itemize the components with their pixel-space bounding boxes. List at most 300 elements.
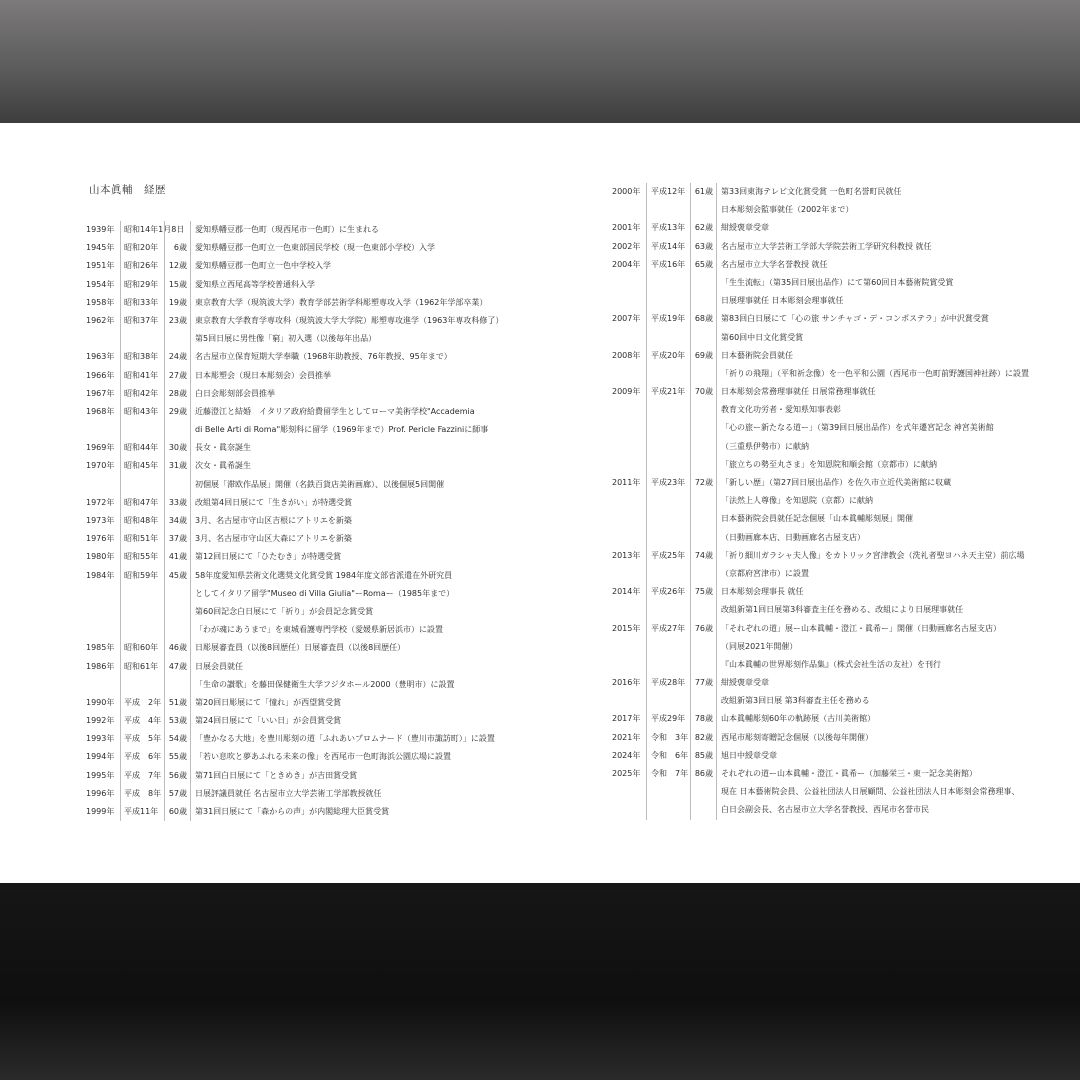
timeline-row (612, 219, 1062, 237)
timeline-row (612, 419, 1062, 437)
timeline-event: 初個展「滞欧作品展」開催（名鉄百貨店美術画廊）、以後個展5回開催 (190, 476, 587, 494)
timeline-year (86, 330, 118, 348)
timeline-age: 23歳 (164, 312, 190, 330)
timeline-row (612, 438, 1062, 456)
timeline-event: 紺綬褒章受章 (716, 219, 1061, 237)
timeline-year: 2001年 (612, 223, 641, 233)
timeline-event: 近藤澄江と結婚 イタリア政府給費留学生としてローマ美術学校"Accademia (190, 403, 587, 421)
timeline-event: 白日会副会長、名古屋市立大学名誉教授、西尾市名誉市民 (716, 801, 1061, 819)
timeline-event: としてイタリア留学"Museo di Villa Giulia"ーRomaー（1985年まで） (190, 585, 587, 603)
timeline-row (612, 329, 1062, 347)
timeline-era (120, 621, 164, 639)
timeline-era: 令和 6年 (646, 747, 691, 765)
timeline-year: 1993年 (86, 734, 115, 744)
timeline-era (120, 676, 164, 694)
timeline-row (612, 401, 1062, 419)
timeline-year: 2004年 (612, 259, 641, 269)
timeline-era (646, 656, 691, 674)
timeline-year (612, 801, 644, 819)
timeline-era (120, 476, 164, 494)
timeline-year: 1984年 (86, 570, 115, 580)
timeline-age: 85歳 (690, 747, 716, 765)
timeline-row (86, 494, 586, 512)
timeline-row (86, 276, 586, 294)
timeline-era (120, 585, 164, 603)
timeline-row (612, 547, 1062, 565)
timeline-era: 昭和33年 (120, 294, 164, 312)
timeline-age: 75歳 (690, 583, 716, 601)
timeline-age: 19歳 (164, 294, 190, 312)
timeline-year: 1968年 (86, 406, 115, 416)
timeline-year: 2015年 (612, 623, 641, 633)
timeline-row (612, 310, 1062, 328)
timeline-row (86, 421, 586, 439)
timeline-row (86, 476, 586, 494)
timeline-row (612, 274, 1062, 292)
timeline-event: 日本彫塑会（現日本彫刻会）会員推挙 (190, 367, 587, 385)
timeline-event: 第83回白日展にて「心の旅 サンチャゴ・デ・コンポステラ」が中沢賞受賞 (716, 310, 1061, 328)
timeline-event: 改組第4回日展にて「生きがい」が特選受賞 (190, 494, 587, 512)
timeline-age (690, 419, 716, 437)
timeline-event: 旭日中綬章受章 (716, 747, 1061, 765)
timeline-year (86, 476, 118, 494)
timeline-age (690, 292, 716, 310)
timeline-year: 1966年 (86, 370, 115, 380)
timeline-era (646, 601, 691, 619)
timeline-age: 60歳 (164, 803, 190, 821)
timeline-age (690, 365, 716, 383)
timeline-age (690, 510, 716, 528)
timeline-event: 第33回東海テレビ文化賞受賞 一色町名誉町民就任 (716, 183, 1061, 201)
timeline-age: 69歳 (690, 347, 716, 365)
timeline-age (690, 692, 716, 710)
timeline-row (86, 221, 586, 239)
timeline-event: 第60回記念白日展にて「祈り」が会員記念賞受賞 (190, 603, 587, 621)
timeline-row (86, 403, 586, 421)
timeline-era (120, 603, 164, 621)
timeline-year (612, 438, 644, 456)
timeline-row (612, 292, 1062, 310)
timeline-row (86, 676, 586, 694)
timeline-age (164, 476, 190, 494)
timeline-era: 昭和41年 (120, 367, 164, 385)
timeline-year: 2024年 (612, 750, 641, 760)
timeline-age (690, 801, 716, 819)
timeline-row (612, 565, 1062, 583)
timeline-year (612, 510, 644, 528)
timeline-event: 「旅立ちの勢至丸さま」を知恩院和順会館（京都市）に献納 (716, 456, 1061, 474)
document-title: 山本眞輔 経歴 (89, 184, 166, 196)
timeline-row (86, 530, 586, 548)
timeline-era (646, 201, 691, 219)
timeline-age: 76歳 (690, 620, 716, 638)
timeline-row (612, 183, 1062, 201)
timeline-age (690, 529, 716, 547)
timeline-row (86, 621, 586, 639)
timeline-year: 1958年 (86, 297, 115, 307)
timeline-event: 58年度愛知県芸術文化選奨文化賞受賞 1984年度文部省派遣在外研究員 (190, 567, 587, 585)
timeline-age: 33歳 (164, 494, 190, 512)
timeline-event: 「生生流転」（第35回日展出品作）にて第60回日本藝術院賞受賞 (716, 274, 1061, 292)
timeline-year: 1972年 (86, 497, 115, 507)
timeline-row (86, 548, 586, 566)
timeline-era: 平成 4年 (120, 712, 164, 730)
timeline-era (646, 456, 691, 474)
timeline-era: 昭和55年 (120, 548, 164, 566)
timeline-age: 56歳 (164, 767, 190, 785)
timeline-row (86, 439, 586, 457)
timeline-row (86, 767, 586, 785)
timeline-era (646, 401, 691, 419)
timeline-event: 3月、名古屋市守山区吉根にアトリエを新築 (190, 512, 587, 530)
timeline-era: 昭和29年 (120, 276, 164, 294)
timeline-year: 1995年 (86, 770, 115, 780)
timeline-year: 2007年 (612, 314, 641, 324)
timeline-row (86, 348, 586, 366)
timeline-year: 1980年 (86, 552, 115, 562)
timeline-era: 昭和20年 (120, 239, 164, 257)
timeline-era: 昭和43年 (120, 403, 164, 421)
timeline-event: 第60回中日文化賞受賞 (716, 329, 1061, 347)
timeline-event: 「新しい歴」（第27回日展出品作）を佐久市立近代美術館に収蔵 (716, 474, 1061, 492)
timeline-era: 平成 7年 (120, 767, 164, 785)
timeline-row (86, 585, 586, 603)
timeline-event: （三重県伊勢市）に献納 (716, 438, 1061, 456)
timeline-year: 1996年 (86, 788, 115, 798)
timeline-event: 日本彫刻会監事就任（2002年まで） (716, 201, 1061, 219)
timeline-row (612, 383, 1062, 401)
timeline-age: 46歳 (164, 639, 190, 657)
timeline-age: 47歳 (164, 658, 190, 676)
timeline-age: 68歳 (690, 310, 716, 328)
timeline-event: 第24回日展にて「いい日」が会員賞受賞 (190, 712, 587, 730)
timeline-age: 62歳 (690, 219, 716, 237)
timeline-row (612, 674, 1062, 692)
timeline-era: 平成 5年 (120, 730, 164, 748)
timeline-age (164, 221, 190, 239)
timeline-year: 2025年 (612, 769, 641, 778)
timeline-era (646, 274, 691, 292)
timeline-year (612, 656, 644, 674)
timeline-year: 1994年 (86, 752, 115, 762)
timeline-year: 1967年 (86, 388, 115, 398)
timeline-era (646, 492, 691, 510)
timeline-row (612, 347, 1062, 365)
timeline-age: 6歳 (164, 239, 190, 257)
timeline-era: 平成 6年 (120, 748, 164, 766)
timeline-year: 1945年 (86, 243, 115, 253)
timeline-year (612, 274, 644, 292)
timeline-era: 平成27年 (646, 620, 691, 638)
timeline-year: 2017年 (612, 714, 641, 724)
timeline-age (690, 492, 716, 510)
timeline-era: 昭和45年 (120, 457, 164, 475)
timeline-era (646, 510, 691, 528)
timeline-era (646, 329, 691, 347)
timeline-row (86, 730, 586, 748)
timeline-age: 70歳 (690, 383, 716, 401)
timeline-year: 1954年 (86, 279, 115, 289)
timeline-year (612, 529, 644, 547)
timeline-era (646, 365, 691, 383)
timeline-era: 昭和61年 (120, 658, 164, 676)
timeline-event: 「法然上人尊像」を知恩院（京都）に献納 (716, 492, 1061, 510)
timeline-age: 12歳 (164, 257, 190, 275)
timeline-age: 54歳 (164, 730, 190, 748)
timeline-age: 51歳 (164, 694, 190, 712)
timeline-era (646, 419, 691, 437)
timeline-era (646, 638, 691, 656)
timeline-age: 53歳 (164, 712, 190, 730)
timeline-event: 改組新第1回日展第3科審査主任を務める、改組により日展理事就任 (716, 601, 1061, 619)
timeline-year: 2008年 (612, 350, 641, 360)
timeline-age (164, 421, 190, 439)
timeline-year: 1973年 (86, 516, 115, 525)
timeline-event: （京都府宮津市）に設置 (716, 565, 1061, 583)
timeline-event: 第20回日彫展にて「憧れ」が西望賞受賞 (190, 694, 587, 712)
timeline-year: 2000年 (612, 187, 641, 196)
timeline-year (86, 603, 118, 621)
timeline-event: 愛知県幡豆郡一色町（現西尾市一色町）に生まれる (190, 221, 587, 239)
timeline-event: 第12回日展にて「ひたむき」が特選受賞 (190, 548, 587, 566)
timeline-event: 愛知県幡豆郡一色町立一色東部国民学校（現一色東部小学校）入学 (190, 239, 587, 257)
timeline-age (690, 565, 716, 583)
timeline-year (612, 201, 644, 219)
timeline-age: 57歳 (164, 785, 190, 803)
timeline-right-column (612, 183, 1062, 820)
timeline-era: 令和 7年 (646, 765, 691, 783)
timeline-year (86, 676, 118, 694)
timeline-event: 「祈りの飛翔」（平和祈念像）を一色平和公園（西尾市一色町前野護国神社跡）に設置 (716, 365, 1061, 383)
timeline-year: 2014年 (612, 587, 641, 597)
timeline-row (612, 510, 1062, 528)
timeline-era: 平成16年 (646, 256, 691, 274)
timeline-year: 2011年 (612, 478, 641, 487)
timeline-event: 第71回白日展にて「ときめき」が吉田賞受賞 (190, 767, 587, 785)
timeline-row (86, 748, 586, 766)
timeline-age (164, 330, 190, 348)
timeline-age: 63歳 (690, 238, 716, 256)
timeline-age (164, 621, 190, 639)
timeline-row (612, 692, 1062, 710)
timeline-year: 1986年 (86, 661, 115, 671)
timeline-row (612, 456, 1062, 474)
timeline-year: 1985年 (86, 643, 115, 653)
timeline-row (612, 710, 1062, 728)
timeline-event: 愛知県幡豆郡一色町立一色中学校入学 (190, 257, 587, 275)
timeline-row (86, 712, 586, 730)
timeline-era: 昭和59年 (120, 567, 164, 585)
timeline-age (690, 401, 716, 419)
timeline-era: 平成12年 (646, 183, 691, 201)
timeline-era: 昭和14年1月8日 (120, 221, 164, 239)
timeline-row (612, 783, 1062, 801)
timeline-row (612, 729, 1062, 747)
timeline-event: 日彫展審査員（以後8回歴任）日展審査員（以後8回歴任） (190, 639, 587, 657)
timeline-event: 第31回日展にて「森からの声」が内閣総理大臣賞受賞 (190, 803, 587, 821)
timeline-year: 2016年 (612, 678, 641, 688)
timeline-age: 55歳 (164, 748, 190, 766)
timeline-era: 昭和60年 (120, 639, 164, 657)
timeline-age: 31歳 (164, 457, 190, 475)
timeline-year (612, 365, 644, 383)
timeline-year (612, 492, 644, 510)
timeline-age: 86歳 (690, 765, 716, 783)
timeline-event: 「豊かなる大地」を豊川彫刻の道「ふれあいプロムナード（豊川市諏訪町）」に設置 (190, 730, 587, 748)
timeline-row (86, 239, 586, 257)
timeline-era: 平成28年 (646, 674, 691, 692)
timeline-row (612, 201, 1062, 219)
timeline-age: 82歳 (690, 729, 716, 747)
timeline-age: 29歳 (164, 403, 190, 421)
timeline-age: 41歳 (164, 548, 190, 566)
timeline-year: 2021年 (612, 732, 641, 742)
timeline-event: 長女・眞奈誕生 (190, 439, 587, 457)
timeline-row (86, 330, 586, 348)
timeline-year: 1939年 (86, 225, 115, 234)
timeline-age (164, 585, 190, 603)
timeline-era: 平成13年 (646, 219, 691, 237)
timeline-age: 61歳 (690, 183, 716, 201)
timeline-era: 平成 2年 (120, 694, 164, 712)
timeline-event: 愛知県立西尾高等学校普通科入学 (190, 276, 587, 294)
timeline-event: 「それぞれの道」展ー山本眞輔・澄江・眞希ー」開催（日動画廊名古屋支店） (716, 620, 1061, 638)
timeline-year: 1976年 (86, 534, 115, 544)
timeline-row (612, 801, 1062, 819)
top-dark-band (0, 0, 1080, 123)
timeline-row (612, 474, 1062, 492)
timeline-row (86, 385, 586, 403)
timeline-era: 平成14年 (646, 238, 691, 256)
timeline-event: 山本眞輔彫刻60年の軌跡展（古川美術館） (716, 710, 1061, 728)
bottom-dark-band (0, 883, 1080, 1080)
timeline-age (690, 638, 716, 656)
timeline-event: 東京教育大学教育学専攻科（現筑波大学大学院）彫塑専攻進学（1963年専攻科修了） (190, 312, 587, 330)
timeline-age: 27歳 (164, 367, 190, 385)
timeline-era (646, 783, 691, 801)
timeline-age: 15歳 (164, 276, 190, 294)
timeline-era (646, 565, 691, 583)
timeline-age (690, 274, 716, 292)
timeline-row (86, 367, 586, 385)
timeline-age (164, 603, 190, 621)
timeline-era: 昭和48年 (120, 512, 164, 530)
timeline-era (646, 692, 691, 710)
timeline-year: 1962年 (86, 315, 115, 325)
timeline-event: 「生命の讃歌」を藤田保健衛生大学フジタホール2000（豊明市）に設置 (190, 676, 587, 694)
timeline-row (86, 512, 586, 530)
timeline-row (86, 785, 586, 803)
timeline-row (86, 603, 586, 621)
timeline-event: （日動画廊本店、日動画廊名古屋支店） (716, 529, 1061, 547)
timeline-row (86, 639, 586, 657)
timeline-era: 昭和38年 (120, 348, 164, 366)
timeline-event: 白日会彫刻部会員推挙 (190, 385, 587, 403)
timeline-era: 昭和44年 (120, 439, 164, 457)
timeline-event: 3月、名古屋市守山区大森にアトリエを新築 (190, 530, 587, 548)
timeline-age: 65歳 (690, 256, 716, 274)
timeline-row (86, 457, 586, 475)
timeline-row (86, 312, 586, 330)
timeline-event: 「祈り細川ガラシャ夫人像」をカトリック宮津教会（洗礼者聖ヨハネ天主堂）前広場 (716, 547, 1061, 565)
timeline-era (120, 421, 164, 439)
timeline-age (690, 601, 716, 619)
timeline-age: 24歳 (164, 348, 190, 366)
timeline-age (164, 676, 190, 694)
timeline-year (612, 401, 644, 419)
timeline-year: 2013年 (612, 550, 641, 560)
timeline-event: 「わが魂にあうまで」を東城看護専門学校（愛媛県新居浜市）に設置 (190, 621, 587, 639)
timeline-row (612, 601, 1062, 619)
timeline-era: 平成21年 (646, 383, 691, 401)
timeline-year (612, 565, 644, 583)
timeline-year: 1969年 (86, 443, 115, 453)
timeline-year (612, 783, 644, 801)
timeline-row (612, 620, 1062, 638)
timeline-age (690, 329, 716, 347)
timeline-row (612, 529, 1062, 547)
timeline-row (612, 638, 1062, 656)
timeline-event: それぞれの道ー山本眞輔・澄江・眞希ー（加藤栄三・東一記念美術館） (716, 765, 1061, 783)
timeline-event: 改組新第3回日展 第3科審査主任を務める (716, 692, 1061, 710)
timeline-row (612, 583, 1062, 601)
timeline-age (690, 201, 716, 219)
timeline-event: 現在 日本藝術院会員、公益社団法人日展顧問、公益社団法人日本彫刻会常務理事、 (716, 783, 1061, 801)
timeline-age: 34歳 (164, 512, 190, 530)
timeline-event: 紺綬褒章受章 (716, 674, 1061, 692)
timeline-age: 74歳 (690, 547, 716, 565)
timeline-era (646, 292, 691, 310)
timeline-age: 77歳 (690, 674, 716, 692)
timeline-era (646, 801, 691, 819)
timeline-year (612, 601, 644, 619)
timeline-year (612, 692, 644, 710)
timeline-row (612, 365, 1062, 383)
timeline-row (612, 256, 1062, 274)
timeline-row (86, 658, 586, 676)
timeline-row (612, 747, 1062, 765)
timeline-era: 平成 8年 (120, 785, 164, 803)
timeline-age: 72歳 (690, 474, 716, 492)
timeline-era (646, 438, 691, 456)
timeline-left-column (86, 221, 586, 821)
timeline-row (612, 238, 1062, 256)
timeline-year: 1970年 (86, 461, 115, 471)
timeline-era: 平成11年 (120, 803, 164, 821)
timeline-row (86, 294, 586, 312)
timeline-year (612, 292, 644, 310)
timeline-event: 日本藝術院会員就任記念個展「山本眞輔彫刻展」開催 (716, 510, 1061, 528)
timeline-row (612, 765, 1062, 783)
timeline-row (86, 803, 586, 821)
timeline-era: 昭和51年 (120, 530, 164, 548)
timeline-age (690, 438, 716, 456)
timeline-year: 1951年 (86, 261, 115, 271)
timeline-year: 1999年 (86, 807, 115, 816)
timeline-event: （同展2021年開催） (716, 638, 1061, 656)
timeline-age: 37歳 (164, 530, 190, 548)
timeline-age: 78歳 (690, 710, 716, 728)
timeline-era: 昭和26年 (120, 257, 164, 275)
timeline-year (612, 329, 644, 347)
timeline-event: 教育文化功労者・愛知県知事表彰 (716, 401, 1061, 419)
timeline-era: 平成25年 (646, 547, 691, 565)
timeline-era: 平成29年 (646, 710, 691, 728)
timeline-year (612, 419, 644, 437)
timeline-event: 日展評議員就任 名古屋市立大学芸術工学部教授就任 (190, 785, 587, 803)
timeline-event: 東京教育大学（現筑波大学）教育学部芸術学科彫塑専攻入学（1962年学部卒業） (190, 294, 587, 312)
timeline-event: 名古屋市立大学名誉教授 就任 (716, 256, 1061, 274)
